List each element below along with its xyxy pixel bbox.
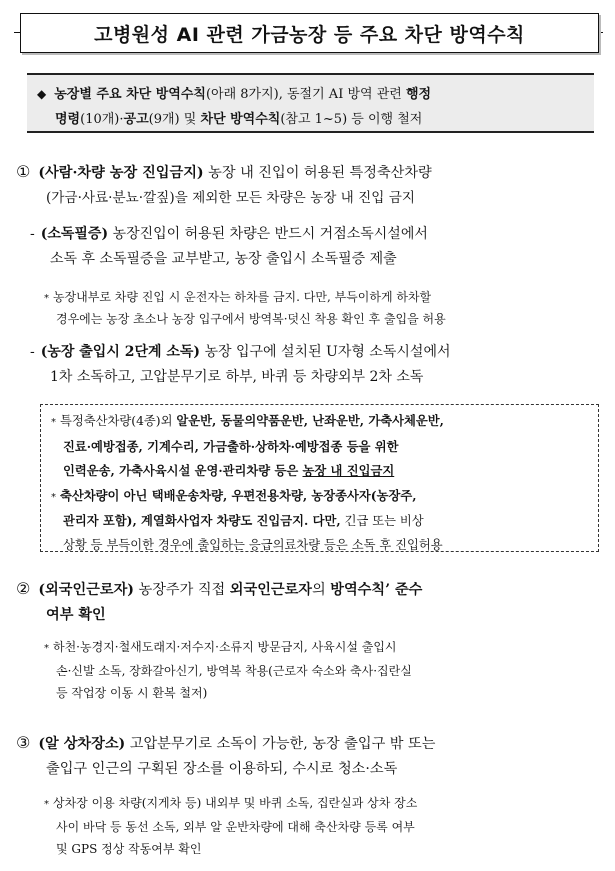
note-bold: 알운반, 동물의약품운반, 난좌운반, 가축사체운반, [176,413,444,428]
section-number: ③ [16,733,31,752]
section-2-bold-2: 방역수칙 [330,582,386,598]
subsection-text: 농장 입구에 설치된 U자형 소독시설에서 [200,344,451,360]
section-2-bold-3: ’ 준수 [385,582,423,598]
note-text-2: 손·신발 소독, 장화갈아신기, 방역복 착용(근로자 숙소와 축사·집란실 [56,664,412,678]
note-text-3: 등 작업장 이동 시 환복 철저) [56,686,208,700]
section-1-line-2: (가금·사료·분뇨·깔짚)을 제외한 모든 차량은 농장 내 진입 금지 [46,190,415,206]
subsection-text: 농장진입이 허용된 차량은 반드시 거점소독시설에서 [108,226,428,242]
note-text: 상차장 이용 차량(지게차 등) 내외부 및 바퀴 소독, 집란실과 상차 장소 [53,796,418,810]
summary-text-2: (10개)· [80,112,124,127]
section-3-line-2: 출입구 인근의 구획된 장소를 이용하되, 수시로 청소·소독 [46,761,398,777]
note-text-2: 긴급 또는 비상 [340,514,424,528]
dash-bullet: - [30,344,35,360]
note-text-3: 및 GPS 정상 작동여부 확인 [56,842,202,856]
title-box [20,13,599,53]
subsection-disinfection-cert [30,222,600,272]
summary-bold-2: 행정 [405,87,432,102]
asterisk-icon: * [44,293,49,304]
note-text: 하천·농경지·철새도래지·저수지·소류지 방문금지, 사육시설 출입시 [53,640,397,654]
asterisk-icon: * [44,799,49,810]
section-number: ② [16,579,31,598]
summary-bold-3: 명령 [55,112,81,127]
note-bold-4: 축산차량이 아닌 택배운송차량, 우편전용차량, 농장종사자(농장주, [60,487,417,503]
section-1-line-1 [16,159,601,186]
subsection-text-2: 1차 소독하고, 고압분무기로 하부, 바퀴 등 차량외부 2차 소독 [50,369,424,385]
section-3-heading: (알 상차장소) [38,736,126,752]
note-bold-5: 관리자 포함), 계열화사업자 차량도 진입금지. 다만, [63,513,341,528]
section-2-text: 농장주가 직접 [134,582,230,598]
section-3 [16,730,601,782]
subsection-text-2: 소독 후 소독필증을 교부받고, 농장 출입시 소독필증 제출 [50,251,397,267]
asterisk-icon: * [51,491,56,503]
summary-line-2 [37,107,586,132]
note-foreign-workers [44,636,599,704]
dashed-note-box [40,404,599,552]
summary-text-4: (참고 1~5) 등 이행 철저 [280,112,423,127]
asterisk-icon: * [44,643,49,654]
summary-bold-4: 공고 [123,112,149,127]
section-2-bold: 외국인근로자 [229,582,313,598]
section-1 [16,159,601,211]
diamond-bullet-icon: ◆ [37,87,47,101]
section-2-bold-4: 여부 확인 [46,607,106,623]
section-number: ① [16,162,31,181]
summary-bold-5: 차단 방역수칙 [200,112,281,127]
subsection-heading: (소독필증) [40,226,109,242]
summary-line-1 [37,82,586,107]
note-text-2: 사이 바닥 등 동선 소독, 외부 알 운반차량에 대해 축산차량 등록 여부 [56,820,415,834]
note-text-2: 경우에는 농장 초소나 농장 입구에서 방역복·덧신 착용 확인 후 출입을 허용 [56,312,446,326]
summary-text-1: (아래 8가지), 동절기 AI 방역 관련 [205,87,406,102]
summary-box [27,73,594,133]
note-text: 농장내부로 차량 진입 시 운전자는 하차를 금지. 다만, 부득이하게 하차할 [53,290,432,304]
subsection-heading: (농장 출입시 2단계 소독) [40,344,201,360]
note-bold-2: 진료·예방접종, 기계수리, 가금출하·상하차·예방접종 등을 위한 [63,438,399,454]
note-text: 특정축산차량(4종)외 [60,414,177,428]
section-2-text-2: 의 [312,582,331,598]
note-bold-3: 인력운송, 가축사육시설 운영·관리차량 등은 [63,463,303,478]
note-underlined: 농장 내 진입금지 [302,463,395,478]
summary-bold-1: 농장별 주요 차단 방역수칙 [54,87,206,102]
asterisk-icon: * [51,417,56,428]
page-title: 고병원성 AI 관련 가금농장 등 주요 차단 방역수칙 [94,23,525,46]
note-loading-area [44,792,599,860]
section-1-heading: (사람·차량 농장 진입금지) [38,165,204,181]
section-2-heading: (외국인근로자) [38,582,135,598]
section-3-text: 고압분무기로 소독이 가능한, 농장 출입구 밖 또는 [125,736,436,752]
note-driver [44,287,599,330]
summary-text-3: (9개) 및 [148,112,201,127]
dash-bullet: - [30,226,35,242]
note-text-3: 상황 등 부득이한 경우에 출입하는 응급의료차량 등은 소독 후 진입허용 [63,537,443,552]
section-2 [16,576,601,628]
section-1-text: 농장 내 진입이 허용된 특정축산차량 [203,165,432,181]
subsection-two-stage-disinfection [30,340,600,390]
